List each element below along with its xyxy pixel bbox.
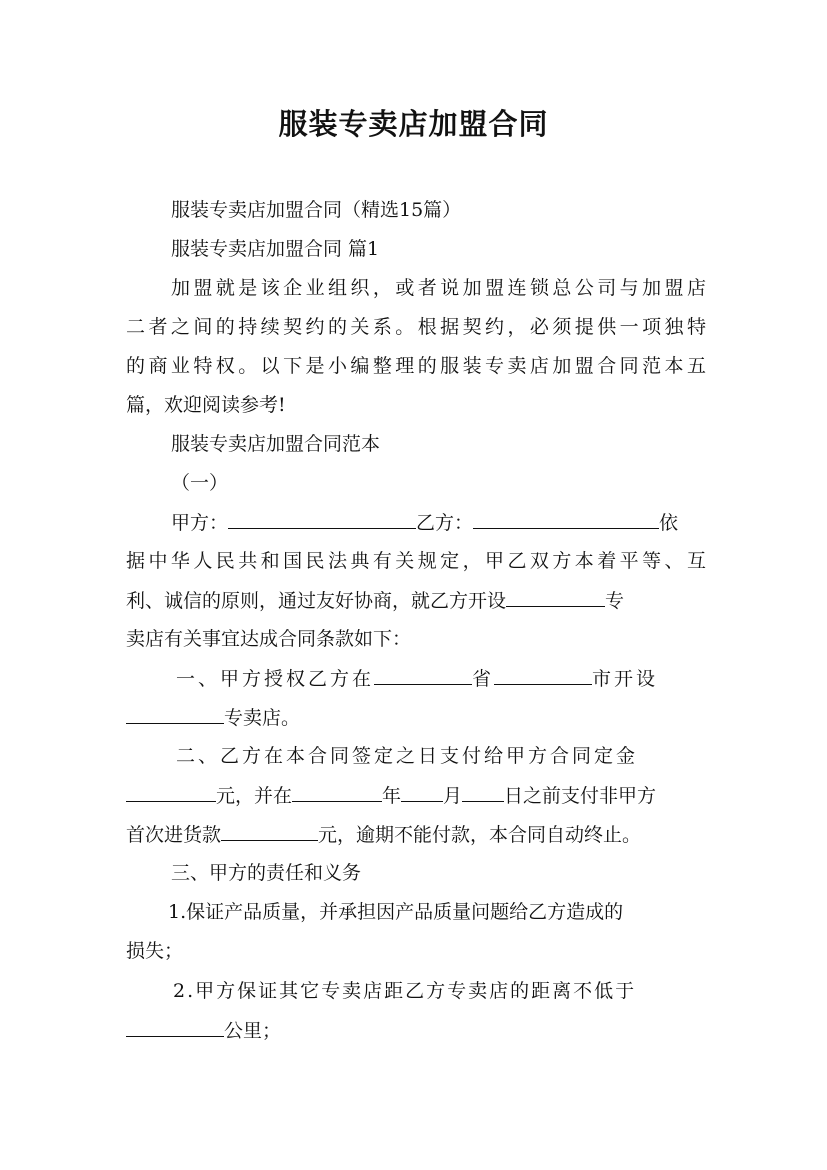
store-name-blank[interactable] <box>506 588 605 607</box>
intro-line-2: 二者之间的持续契约的关系。根据契约，必须提供一项独特 <box>126 316 706 338</box>
yuan-and: 元，并在 <box>216 785 293 807</box>
deposit-blank[interactable] <box>126 783 216 802</box>
intro-line-4: 篇，欢迎阅读参考! <box>126 394 286 416</box>
intro-line-3: 的商业特权。以下是小编整理的服装专卖店加盟合同范本五 <box>126 355 706 377</box>
first-goods-label: 首次进货款 <box>126 824 222 846</box>
store-end: 专卖店。 <box>224 707 301 729</box>
item-1-line-1: 1.保证产品质量，并承担因产品质量问题给乙方造成的 <box>168 901 624 923</box>
year-label: 年 <box>382 785 402 807</box>
clause-2-tail: 元，逾期不能付款，本合同自动终止。 <box>318 824 642 846</box>
item-1-line-2: 损失； <box>126 940 184 962</box>
day-blank[interactable] <box>462 783 504 802</box>
section-three-heading: 三、甲方的责任和义务 <box>171 862 362 884</box>
section-one-label: （一） <box>171 472 229 494</box>
party-b-blank[interactable] <box>473 510 659 529</box>
first-goods-blank[interactable] <box>221 822 318 841</box>
city-blank[interactable] <box>494 666 592 685</box>
yi-char: 依 <box>659 512 679 534</box>
distance-unit: 公里； <box>224 1020 282 1042</box>
clause-1-text: 一、甲方授权乙方在 <box>176 668 375 690</box>
party-a-label: 甲方： <box>171 512 229 534</box>
intro-line-1: 加盟就是该企业组织，或者说加盟连锁总公司与加盟店 <box>171 277 706 299</box>
clause-2-line-2 <box>126 783 706 808</box>
year-blank[interactable] <box>292 783 382 802</box>
basis-text: 利、诚信的原则，通过友好协商，就乙方开设 <box>126 590 507 612</box>
distance-blank[interactable] <box>126 1018 224 1037</box>
clause-1-line-2 <box>126 705 706 730</box>
sample-heading: 服装专卖店加盟合同范本 <box>171 433 381 455</box>
province-label: 省 <box>472 668 495 690</box>
month-blank[interactable] <box>401 783 443 802</box>
parties-line <box>171 510 711 535</box>
day-text: 日之前支付非甲方 <box>504 785 657 807</box>
store-blank[interactable] <box>126 705 224 724</box>
basis-line-1: 据中华人民共和国民法典有关规定，甲乙双方本着平等、互 <box>126 550 706 572</box>
document-title: 服装专卖店加盟合同 <box>278 107 549 141</box>
city-label: 市开设 <box>592 668 659 690</box>
zhuan-char: 专 <box>605 590 625 612</box>
clause-2-line-3 <box>126 822 726 847</box>
basis-line-3: 卖店有关事宜达成合同条款如下： <box>126 628 412 650</box>
province-blank[interactable] <box>374 666 472 685</box>
subtitle: 服装专卖店加盟合同（精选15篇） <box>171 199 462 221</box>
party-a-blank[interactable] <box>228 510 416 529</box>
item-2-line-2 <box>126 1018 706 1043</box>
month-label: 月 <box>443 785 463 807</box>
item-2-line-1: 2.甲方保证其它专卖店距乙方专卖店的距离不低于 <box>173 980 637 1002</box>
party-b-label: 乙方： <box>416 512 474 534</box>
part-label: 服装专卖店加盟合同 篇1 <box>171 238 380 260</box>
basis-line-2 <box>126 588 706 613</box>
clause-2-line-1: 二、乙方在本合同签定之日支付给甲方合同定金 <box>176 745 639 767</box>
clause-1-line-1 <box>176 666 706 691</box>
